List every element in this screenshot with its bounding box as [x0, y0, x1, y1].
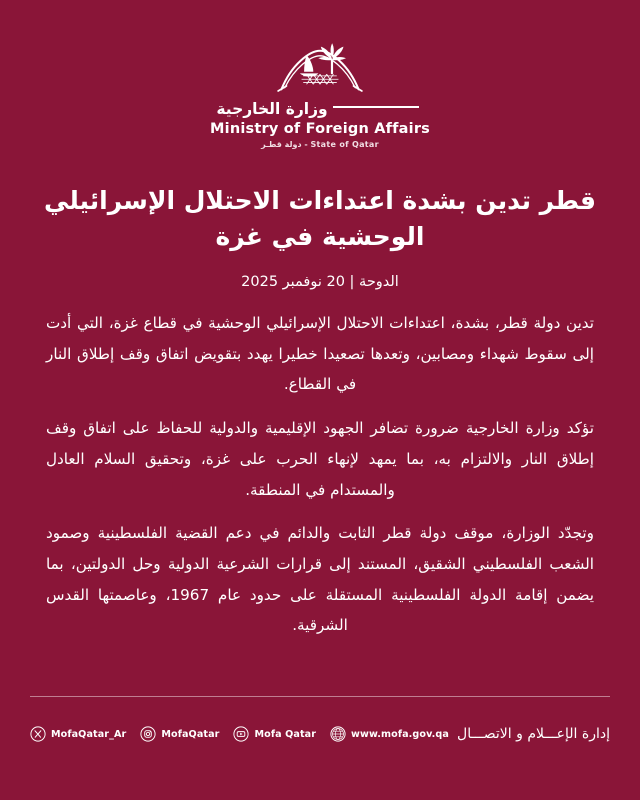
youtube-icon — [233, 726, 249, 742]
social-links — [30, 726, 449, 742]
ministry-name-arabic — [216, 101, 423, 118]
social-link-x[interactable] — [30, 726, 126, 742]
dateline: الدوحة | 20 نوفمبر 2025 — [241, 274, 399, 291]
social-label-instagram: MofaQatar — [161, 728, 220, 740]
ministry-name-arabic-text: وزارة الخارجية — [216, 100, 328, 118]
social-link-youtube[interactable] — [233, 726, 316, 742]
page-title: قطر تدين بشدة اعتداءات الاحتلال الإسرائيلي الوحشية في غزة — [44, 186, 596, 251]
social-link-website[interactable] — [330, 726, 449, 742]
footer — [0, 696, 640, 800]
decorative-rule — [333, 106, 419, 108]
social-label-website: www.mofa.gov.qa — [351, 728, 449, 740]
qatar-mofa-emblem — [268, 34, 372, 96]
social-link-instagram[interactable] — [140, 726, 219, 742]
state-of-qatar-line: دولة قطـر - State of Qatar — [261, 140, 379, 150]
footer-divider — [30, 696, 610, 697]
social-label-x: MofaQatar_Ar — [51, 728, 127, 740]
x-twitter-icon — [30, 726, 46, 742]
statement-body — [46, 308, 594, 641]
globe-website-icon — [330, 726, 346, 742]
ministry-name-english: Ministry of Foreign Affairs — [210, 121, 430, 138]
statement-paragraph: وتجدّد الوزارة، موقف دولة قطر الثابت والدائم في دعم القضية الفلسطينية وصمود الشعب الفلسطيني الشقيق، المستند إلى قرارات الشرعية الدولية وحل الدولتين، بما يضمن إقامة الدولة الفلسطينية المستقلة على حدود عام 1967، وعاصمتها القدس الشرقية. — [46, 524, 594, 635]
statement-paragraph: تدين دولة قطر، بشدة، اعتداءات الاحتلال الإسرائيلي الوحشية في قطاع غزة، التي أدت إلى سقوط شهداء ومصابين، وتعدها تصعيدا خطيرا يهدد بتقويض اتفاق وقف إطلاق النار في القطاع. — [46, 314, 594, 394]
statement-paragraph: تؤكد وزارة الخارجية ضرورة تضافر الجهود الإقليمية والدولية للحفاظ على اتفاق وقف إطلاق النار والالتزام به، بما يمهد لإنهاء الحرب على غزة، وتحقيق السلام العادل والمستدام في المنطقة. — [46, 419, 594, 499]
department-label: إدارة الإعـــلام و الاتصـــال — [457, 726, 610, 742]
instagram-icon — [140, 726, 156, 742]
footer-row — [30, 726, 610, 742]
social-label-youtube: Mofa Qatar — [254, 728, 317, 740]
header — [0, 0, 640, 149]
